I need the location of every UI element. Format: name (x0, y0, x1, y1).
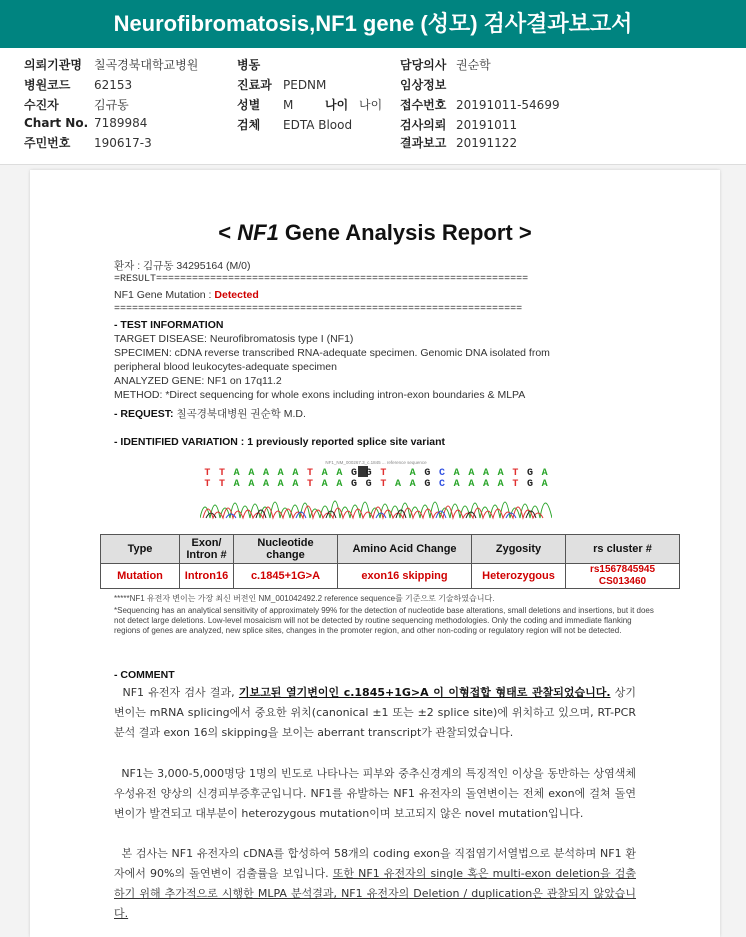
request-line: - REQUEST: 칠곡경북대병원 권순학 M.D. (114, 408, 306, 420)
base-letter: A (233, 468, 240, 479)
base-letter: A (394, 468, 402, 479)
patient-line: 환자 : 김규동 34295164 (M/0) (114, 260, 251, 272)
base-call-letter: A (409, 479, 416, 490)
meta-row-institution: 의뢰기관명 칠곡경북대학교병원 (24, 58, 199, 72)
base-letter: A (336, 468, 343, 479)
report-heading: < NF1 Gene Analysis Report > (218, 220, 532, 245)
reference-note: *****NF1 유전자 변이는 가장 최신 버전인 NM_001042492.2 reference sequence를 기준으로 기술하였습니다. (114, 594, 495, 603)
base-call-letter: A (482, 479, 490, 490)
sequence-letters (204, 468, 547, 490)
base-letter: T (306, 468, 314, 479)
base-letter: T (204, 468, 211, 479)
base-letter: C (438, 468, 446, 479)
sequence-chromatogram (200, 458, 552, 526)
col-nucleotide: Nucleotide change (234, 535, 338, 564)
meta-row-patient: 수진자 김규동 (24, 98, 129, 112)
meta-row-chart: Chart No. 7189984 (24, 116, 148, 130)
base-call-letter: G (365, 479, 372, 490)
base-call-letter: T (512, 479, 519, 490)
base-letter: A (541, 468, 548, 479)
meta-row-clinical: 임상정보 (400, 78, 447, 92)
variant-table (100, 534, 680, 589)
base-call-letter: A (233, 479, 240, 490)
base-letter: A (409, 468, 416, 479)
base-call-letter: G (526, 479, 534, 490)
separator-line: ==================================================================== (114, 304, 523, 315)
col-exon-intron: Exon/ Intron # (180, 535, 234, 564)
col-zygosity: Zygosity (472, 535, 566, 564)
variant-table-header (101, 535, 680, 564)
target-disease: TARGET DISEASE: Neurofibromatosis type I (NF1) (114, 333, 354, 345)
meta-row-request-date: 검사의뢰 20191011 (400, 118, 518, 132)
base-call-letter: A (541, 479, 548, 490)
base-call-letter: G (350, 479, 358, 490)
base-call-letter: A (497, 479, 504, 490)
report-title-bar (0, 0, 746, 48)
base-call-letter: A (277, 479, 284, 490)
comment-header: - COMMENT (114, 669, 175, 681)
analyzed-gene: ANALYZED GENE: NF1 on 17q11.2 (114, 375, 282, 387)
base-letter: G (424, 468, 431, 479)
sensitivity-note: *Sequencing has an analytical sensitivity of approximately 99% for the detection of nucleotide base alterations, small deletions and insertions, but it does not detect large deletions. Low-level mosaicism will not be detected by routine sequencing methodologies. Only the coding and immediate flanking regions of genes are analyzed, new splice sites, changes in the promoter region, and other non-coding or regulatory region will not be detected. (114, 606, 654, 635)
base-letter: A (262, 468, 270, 479)
base-call-letter: A (248, 479, 255, 490)
base-letter: A (292, 468, 299, 479)
base-call-letter: A (262, 479, 270, 490)
meta-row-ward: 병동 (237, 58, 261, 72)
base-letter: A (277, 468, 284, 479)
base-letter: G (365, 468, 372, 479)
patient-info-panel (0, 48, 746, 165)
base-letter: G (350, 468, 358, 479)
base-call-letter: A (336, 479, 343, 490)
base-call-letter: T (306, 479, 314, 490)
col-amino-acid: Amino Acid Change (338, 535, 472, 564)
chromatogram-header: NF1_NM_000267.3_c.1845 ... reference sequence (325, 460, 427, 465)
meta-row-report-date: 결과보고 20191122 (400, 136, 518, 150)
cell-type: Mutation (101, 564, 180, 589)
base-letter: G (526, 468, 534, 479)
method-line: METHOD: *Direct sequencing for whole exons including intron-exon boundaries & MLPA (114, 389, 526, 401)
meta-row-hospital-code: 병원코드 62153 (24, 78, 133, 92)
base-call-letter: T (380, 479, 387, 490)
mutation-status: NF1 Gene Mutation : Detected (114, 289, 259, 301)
variation-header: - IDENTIFIED VARIATION : 1 previously reported splice site variant (114, 436, 446, 448)
meta-row-id: 주민번호 190617-3 (24, 136, 152, 150)
test-info-header: - TEST INFORMATION (114, 319, 224, 331)
meta-row-dept: 진료과 PEDNM (237, 78, 327, 92)
trace-t (203, 506, 543, 518)
base-call-letter: A (468, 479, 475, 490)
base-letter: T (218, 468, 226, 479)
base-letter: A (497, 468, 504, 479)
base-letter: A (468, 468, 475, 479)
base-call-letter: A (394, 479, 402, 490)
base-letter: T (380, 468, 387, 479)
base-letter: T (512, 468, 519, 479)
cell-nucleotide: c.1845+1G>A (234, 564, 338, 589)
meta-row-sex: 성별 M 나이 나이 (237, 98, 383, 112)
base-call-letter: C (438, 479, 446, 490)
base-call-letter: T (218, 479, 226, 490)
specimen-line-2: peripheral blood leukocytes-adequate specimen (114, 361, 337, 373)
report-title: Neurofibromatosis,NF1 gene (성모) 검사결과보고서 (113, 11, 633, 36)
base-letter: A (453, 468, 460, 479)
cell-rs-cluster: rs1567845945 CS013460 (566, 564, 680, 589)
cell-zygosity: Heterozygous (472, 564, 566, 589)
meta-row-specimen: 검체 EDTA Blood (237, 118, 353, 132)
cell-exon-intron: Intron16 (180, 564, 234, 589)
meta-row-doctor: 담당의사 권순학 (400, 58, 491, 72)
base-call-letter: A (321, 479, 328, 490)
comment-paragraph-1: NF1 유전자 검사 결과, 기보고된 열기변이인 c.1845+1G>A 이 이형접합 형태로 관찰되었습니다. 상기 변이는 mRNA splicing에서 중요한 위치(canonical ±1 또는 ±2 splice site)에 위치하고 있으며, RT-PCR 분석 결과 exon 16의 skipping을 보이는 aberrant transcript가 관찰되었습니다. (114, 686, 637, 739)
base-call-letter: A (292, 479, 299, 490)
col-type: Type (101, 535, 180, 564)
cell-amino-acid: exon16 skipping (338, 564, 472, 589)
comment-paragraph-3: 본 검사는 NF1 유전자의 cDNA를 합성하여 58개의 coding exon을 직접염기서열법으로 분석하며 NF1 환자에서 90%의 돌연변이 검출률을 보입니다. 또한 NF1 유전자의 single 혹은 multi-exon deletion을 검출하기 위해 추가적으로 시행한 MLPA 분석결과, NF1 유전자의 Deletion / duplication은 관찰되지 않았습니다. (114, 847, 636, 920)
meta-row-accession: 접수번호 20191011-54699 (400, 98, 560, 112)
result-separator: =RESULT============================================================== (114, 274, 529, 285)
col-rs-cluster: rs cluster # (566, 535, 680, 564)
specimen-line-1: SPECIMEN: cDNA reverse transcribed RNA-adequate specimen. Genomic DNA isolated from (114, 347, 550, 359)
base-call-letter: A (453, 479, 460, 490)
base-letter: A (482, 468, 490, 479)
base-letter: A (248, 468, 255, 479)
base-call-letter: G (424, 479, 431, 490)
table-row (101, 564, 680, 589)
base-call-letter: T (204, 479, 211, 490)
comment-paragraph-2: NF1는 3,000-5,000명당 1명의 빈도로 나타나는 피부와 중추신경계의 특징적인 이상을 동반하는 상염색체 우성유전 양상의 신경피부증후군입니다. NF1를 유발하는 NF1 유전자의 돌연변이는 전체 exon에 걸쳐 돌연변이가 발견되고 대부분이 heterozygous mutation이며 보고되지 않은 novel mutation입니다. (114, 767, 636, 820)
base-letter: A (321, 468, 328, 479)
report-document (30, 170, 720, 937)
